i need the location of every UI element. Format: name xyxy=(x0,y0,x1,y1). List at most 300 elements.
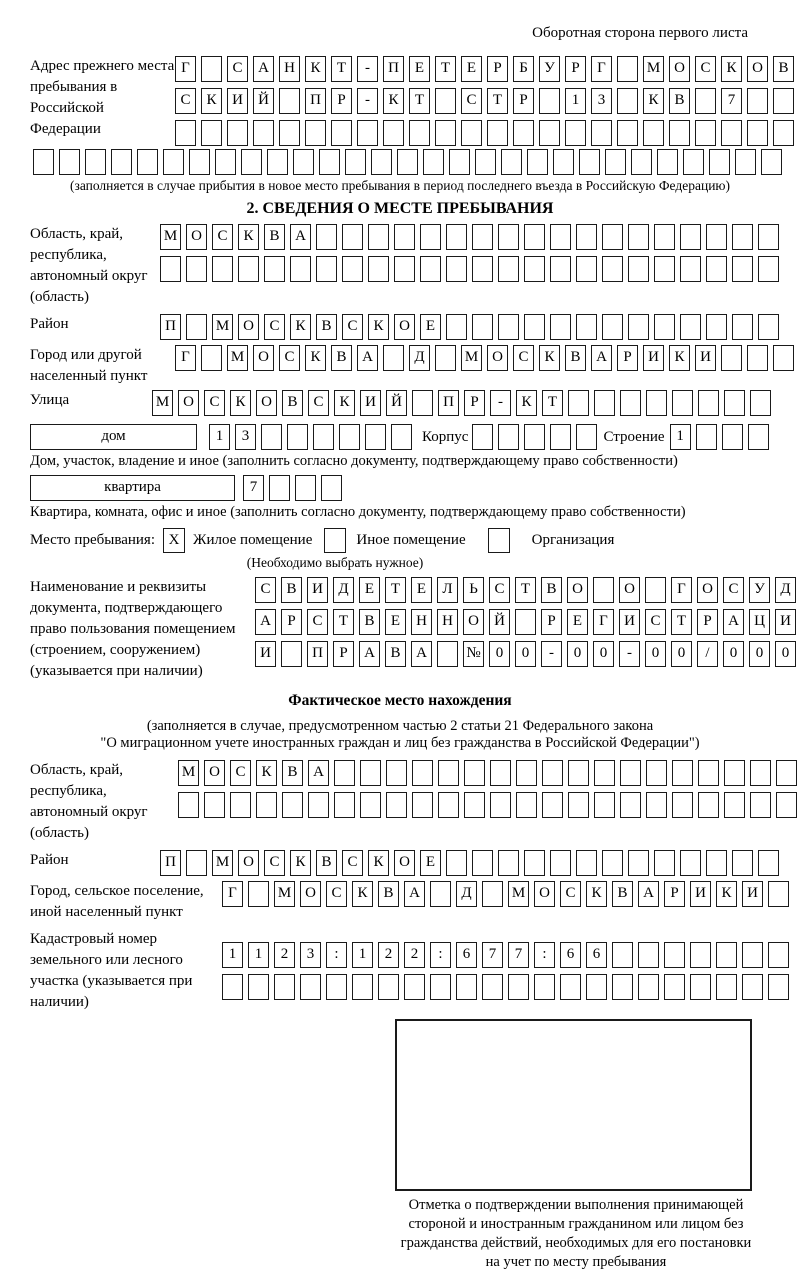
char-cell[interactable]: - xyxy=(357,88,378,114)
char-cell[interactable]: С xyxy=(461,88,482,114)
char-cell[interactable]: В xyxy=(316,850,337,876)
char-cell[interactable] xyxy=(371,149,392,175)
char-cell[interactable] xyxy=(747,88,768,114)
char-cell[interactable]: И xyxy=(643,345,664,371)
char-cell[interactable] xyxy=(560,974,581,1000)
char-cell[interactable]: С xyxy=(326,881,347,907)
char-cell[interactable] xyxy=(472,314,493,340)
checkbox-inoe-pomeshchenie[interactable] xyxy=(324,528,346,553)
char-cell[interactable]: 0 xyxy=(775,641,796,667)
char-cell[interactable]: А xyxy=(290,224,311,250)
char-cell[interactable] xyxy=(605,149,626,175)
char-cell[interactable]: К xyxy=(716,881,737,907)
char-cell[interactable]: Р xyxy=(464,390,485,416)
char-cell[interactable] xyxy=(539,120,560,146)
char-cell[interactable] xyxy=(248,881,269,907)
char-cell[interactable] xyxy=(724,760,745,786)
char-cell[interactable]: В xyxy=(669,88,690,114)
char-cell[interactable]: Т xyxy=(333,609,354,635)
char-cell[interactable] xyxy=(279,120,300,146)
char-cell[interactable] xyxy=(628,256,649,282)
char-cell[interactable] xyxy=(256,792,277,818)
char-cell[interactable] xyxy=(698,390,719,416)
char-cell[interactable]: П xyxy=(383,56,404,82)
char-cell[interactable] xyxy=(690,974,711,1000)
char-cell[interactable] xyxy=(732,224,753,250)
char-cell[interactable]: 6 xyxy=(586,942,607,968)
char-cell[interactable] xyxy=(773,88,794,114)
char-cell[interactable]: Ц xyxy=(749,609,770,635)
char-cell[interactable] xyxy=(706,314,727,340)
char-cell[interactable] xyxy=(365,424,386,450)
char-cell[interactable] xyxy=(664,974,685,1000)
char-cell[interactable] xyxy=(212,256,233,282)
char-cell[interactable] xyxy=(638,974,659,1000)
char-cell[interactable] xyxy=(248,974,269,1000)
char-cell[interactable] xyxy=(201,120,222,146)
char-cell[interactable]: А xyxy=(723,609,744,635)
char-cell[interactable] xyxy=(472,224,493,250)
char-cell[interactable] xyxy=(163,149,184,175)
char-cell[interactable] xyxy=(334,792,355,818)
char-cell[interactable]: У xyxy=(539,56,560,82)
char-cell[interactable] xyxy=(706,224,727,250)
char-cell[interactable]: Л xyxy=(437,577,458,603)
char-cell[interactable]: К xyxy=(290,314,311,340)
char-cell[interactable]: 7 xyxy=(508,942,529,968)
char-cell[interactable]: К xyxy=(238,224,259,250)
char-cell[interactable]: С xyxy=(560,881,581,907)
char-cell[interactable]: - xyxy=(541,641,562,667)
char-cell[interactable] xyxy=(487,120,508,146)
char-cell[interactable] xyxy=(524,224,545,250)
char-cell[interactable] xyxy=(339,424,360,450)
char-cell[interactable] xyxy=(334,760,355,786)
char-cell[interactable]: 2 xyxy=(274,942,295,968)
char-cell[interactable]: - xyxy=(357,56,378,82)
char-cell[interactable] xyxy=(230,792,251,818)
char-cell[interactable]: С xyxy=(307,609,328,635)
char-cell[interactable] xyxy=(568,760,589,786)
char-cell[interactable]: 6 xyxy=(456,942,477,968)
char-cell[interactable]: Р xyxy=(331,88,352,114)
char-cell[interactable]: А xyxy=(308,760,329,786)
char-cell[interactable]: В xyxy=(773,56,794,82)
char-cell[interactable]: В xyxy=(385,641,406,667)
char-cell[interactable]: Р xyxy=(541,609,562,635)
char-cell[interactable]: И xyxy=(360,390,381,416)
char-cell[interactable] xyxy=(602,256,623,282)
char-cell[interactable]: К xyxy=(305,56,326,82)
char-cell[interactable]: С xyxy=(645,609,666,635)
char-cell[interactable]: С xyxy=(308,390,329,416)
char-cell[interactable] xyxy=(698,760,719,786)
char-cell[interactable] xyxy=(690,942,711,968)
char-cell[interactable] xyxy=(435,88,456,114)
char-cell[interactable]: А xyxy=(411,641,432,667)
char-cell[interactable]: Й xyxy=(253,88,274,114)
char-cell[interactable]: О xyxy=(238,314,259,340)
char-cell[interactable] xyxy=(269,475,290,501)
char-cell[interactable] xyxy=(264,256,285,282)
char-cell[interactable]: К xyxy=(586,881,607,907)
char-cell[interactable] xyxy=(620,792,641,818)
char-cell[interactable]: С xyxy=(175,88,196,114)
char-cell[interactable] xyxy=(672,390,693,416)
char-cell[interactable] xyxy=(758,850,779,876)
checkbox-zhiloe-pomeshchenie[interactable]: X xyxy=(163,528,185,553)
char-cell[interactable]: О xyxy=(534,881,555,907)
char-cell[interactable] xyxy=(515,609,536,635)
char-cell[interactable] xyxy=(386,792,407,818)
char-cell[interactable]: Р xyxy=(333,641,354,667)
char-cell[interactable] xyxy=(565,120,586,146)
char-cell[interactable] xyxy=(553,149,574,175)
char-cell[interactable] xyxy=(435,345,456,371)
char-cell[interactable] xyxy=(748,424,769,450)
char-cell[interactable]: В xyxy=(359,609,380,635)
char-cell[interactable]: Р xyxy=(617,345,638,371)
char-cell[interactable] xyxy=(750,792,771,818)
char-cell[interactable] xyxy=(435,120,456,146)
char-cell[interactable]: Е xyxy=(411,577,432,603)
char-cell[interactable] xyxy=(732,314,753,340)
char-cell[interactable] xyxy=(430,881,451,907)
char-cell[interactable] xyxy=(437,641,458,667)
char-cell[interactable] xyxy=(352,974,373,1000)
char-cell[interactable]: В xyxy=(565,345,586,371)
char-cell[interactable] xyxy=(287,424,308,450)
char-cell[interactable] xyxy=(612,974,633,1000)
char-cell[interactable]: К xyxy=(352,881,373,907)
char-cell[interactable]: И xyxy=(742,881,763,907)
char-cell[interactable]: 0 xyxy=(671,641,692,667)
char-cell[interactable] xyxy=(404,974,425,1000)
char-cell[interactable] xyxy=(308,792,329,818)
char-cell[interactable] xyxy=(602,850,623,876)
char-cell[interactable] xyxy=(498,424,519,450)
char-cell[interactable] xyxy=(498,314,519,340)
char-cell[interactable]: В xyxy=(316,314,337,340)
char-cell[interactable]: Т xyxy=(515,577,536,603)
char-cell[interactable] xyxy=(542,792,563,818)
char-cell[interactable] xyxy=(576,314,597,340)
char-cell[interactable] xyxy=(550,424,571,450)
char-cell[interactable]: С xyxy=(695,56,716,82)
char-cell[interactable] xyxy=(550,314,571,340)
char-cell[interactable]: Г xyxy=(222,881,243,907)
char-cell[interactable] xyxy=(768,974,789,1000)
char-cell[interactable] xyxy=(568,390,589,416)
char-cell[interactable]: М xyxy=(227,345,248,371)
char-cell[interactable] xyxy=(475,149,496,175)
char-cell[interactable] xyxy=(664,942,685,968)
char-cell[interactable] xyxy=(423,149,444,175)
char-cell[interactable]: Н xyxy=(411,609,432,635)
char-cell[interactable]: Р xyxy=(513,88,534,114)
char-cell[interactable]: Г xyxy=(175,345,196,371)
char-cell[interactable] xyxy=(695,88,716,114)
char-cell[interactable]: № xyxy=(463,641,484,667)
char-cell[interactable] xyxy=(412,390,433,416)
char-cell[interactable] xyxy=(412,760,433,786)
char-cell[interactable] xyxy=(612,942,633,968)
char-cell[interactable]: К xyxy=(643,88,664,114)
char-cell[interactable] xyxy=(735,149,756,175)
char-cell[interactable] xyxy=(534,974,555,1000)
char-cell[interactable]: О xyxy=(619,577,640,603)
char-cell[interactable]: П xyxy=(160,314,181,340)
char-cell[interactable] xyxy=(542,760,563,786)
char-cell[interactable] xyxy=(204,792,225,818)
char-cell[interactable]: М xyxy=(461,345,482,371)
char-cell[interactable]: Р xyxy=(565,56,586,82)
char-cell[interactable] xyxy=(420,256,441,282)
char-cell[interactable]: Б xyxy=(513,56,534,82)
char-cell[interactable] xyxy=(758,314,779,340)
char-cell[interactable]: Т xyxy=(542,390,563,416)
char-cell[interactable] xyxy=(186,850,207,876)
char-cell[interactable] xyxy=(482,881,503,907)
char-cell[interactable]: Е xyxy=(409,56,430,82)
char-cell[interactable]: М xyxy=(178,760,199,786)
char-cell[interactable] xyxy=(464,792,485,818)
char-cell[interactable] xyxy=(776,760,797,786)
char-cell[interactable] xyxy=(669,120,690,146)
char-cell[interactable] xyxy=(680,314,701,340)
char-cell[interactable]: С xyxy=(279,345,300,371)
char-cell[interactable]: К xyxy=(305,345,326,371)
char-cell[interactable]: К xyxy=(230,390,251,416)
char-cell[interactable]: 0 xyxy=(749,641,770,667)
char-cell[interactable]: Е xyxy=(420,850,441,876)
char-cell[interactable]: 7 xyxy=(721,88,742,114)
char-cell[interactable] xyxy=(305,120,326,146)
char-cell[interactable]: Г xyxy=(591,56,612,82)
char-cell[interactable]: Т xyxy=(487,88,508,114)
char-cell[interactable] xyxy=(391,424,412,450)
char-cell[interactable] xyxy=(342,256,363,282)
char-cell[interactable]: О xyxy=(253,345,274,371)
char-cell[interactable]: В xyxy=(282,390,303,416)
char-cell[interactable] xyxy=(602,224,623,250)
char-cell[interactable] xyxy=(579,149,600,175)
char-cell[interactable] xyxy=(513,120,534,146)
char-cell[interactable] xyxy=(586,974,607,1000)
char-cell[interactable]: 3 xyxy=(591,88,612,114)
char-cell[interactable]: О xyxy=(697,577,718,603)
char-cell[interactable]: Г xyxy=(593,609,614,635)
char-cell[interactable] xyxy=(59,149,80,175)
char-cell[interactable] xyxy=(241,149,262,175)
char-cell[interactable] xyxy=(550,224,571,250)
char-cell[interactable]: И xyxy=(690,881,711,907)
char-cell[interactable]: 3 xyxy=(300,942,321,968)
char-cell[interactable] xyxy=(464,760,485,786)
char-cell[interactable]: О xyxy=(567,577,588,603)
char-cell[interactable]: Д xyxy=(775,577,796,603)
char-cell[interactable] xyxy=(215,149,236,175)
char-cell[interactable]: 2 xyxy=(404,942,425,968)
char-cell[interactable]: Д xyxy=(333,577,354,603)
char-cell[interactable]: О xyxy=(394,850,415,876)
char-cell[interactable]: К xyxy=(539,345,560,371)
char-cell[interactable]: 1 xyxy=(352,942,373,968)
char-cell[interactable]: Й xyxy=(489,609,510,635)
char-cell[interactable] xyxy=(527,149,548,175)
char-cell[interactable] xyxy=(716,942,737,968)
char-cell[interactable]: О xyxy=(747,56,768,82)
char-cell[interactable] xyxy=(768,881,789,907)
char-cell[interactable] xyxy=(602,314,623,340)
char-cell[interactable]: С xyxy=(227,56,248,82)
char-cell[interactable]: Е xyxy=(420,314,441,340)
char-cell[interactable] xyxy=(498,224,519,250)
char-cell[interactable]: К xyxy=(368,314,389,340)
char-cell[interactable] xyxy=(576,850,597,876)
char-cell[interactable]: 1 xyxy=(670,424,691,450)
char-cell[interactable]: Р xyxy=(281,609,302,635)
char-cell[interactable] xyxy=(617,56,638,82)
char-cell[interactable] xyxy=(742,974,763,1000)
char-cell[interactable] xyxy=(33,149,54,175)
char-cell[interactable]: Й xyxy=(386,390,407,416)
char-cell[interactable] xyxy=(472,424,493,450)
char-cell[interactable]: А xyxy=(253,56,274,82)
char-cell[interactable] xyxy=(386,760,407,786)
char-cell[interactable]: 1 xyxy=(222,942,243,968)
char-cell[interactable] xyxy=(238,256,259,282)
char-cell[interactable]: К xyxy=(669,345,690,371)
char-cell[interactable] xyxy=(654,850,675,876)
char-cell[interactable] xyxy=(709,149,730,175)
char-cell[interactable] xyxy=(501,149,522,175)
char-cell[interactable] xyxy=(175,120,196,146)
char-cell[interactable]: А xyxy=(638,881,659,907)
char-cell[interactable] xyxy=(742,942,763,968)
char-cell[interactable] xyxy=(394,224,415,250)
char-cell[interactable]: : xyxy=(430,942,451,968)
char-cell[interactable]: Т xyxy=(409,88,430,114)
char-cell[interactable] xyxy=(672,760,693,786)
char-cell[interactable]: А xyxy=(404,881,425,907)
char-cell[interactable] xyxy=(295,475,316,501)
char-cell[interactable] xyxy=(750,390,771,416)
char-cell[interactable]: С xyxy=(204,390,225,416)
char-cell[interactable] xyxy=(482,974,503,1000)
char-cell[interactable] xyxy=(524,850,545,876)
char-cell[interactable]: Д xyxy=(456,881,477,907)
char-cell[interactable] xyxy=(524,314,545,340)
char-cell[interactable]: 2 xyxy=(378,942,399,968)
char-cell[interactable]: О xyxy=(178,390,199,416)
char-cell[interactable]: В xyxy=(612,881,633,907)
char-cell[interactable] xyxy=(490,760,511,786)
char-cell[interactable] xyxy=(290,256,311,282)
char-cell[interactable] xyxy=(645,577,666,603)
char-cell[interactable] xyxy=(620,760,641,786)
char-cell[interactable] xyxy=(472,850,493,876)
char-cell[interactable] xyxy=(281,641,302,667)
char-cell[interactable] xyxy=(594,760,615,786)
char-cell[interactable] xyxy=(576,224,597,250)
char-cell[interactable]: 3 xyxy=(235,424,256,450)
char-cell[interactable]: 0 xyxy=(489,641,510,667)
char-cell[interactable] xyxy=(594,792,615,818)
char-cell[interactable] xyxy=(316,224,337,250)
char-cell[interactable] xyxy=(368,224,389,250)
char-cell[interactable]: 0 xyxy=(593,641,614,667)
char-cell[interactable]: П xyxy=(305,88,326,114)
char-cell[interactable]: С xyxy=(212,224,233,250)
char-cell[interactable]: В xyxy=(541,577,562,603)
char-cell[interactable] xyxy=(696,424,717,450)
char-cell[interactable] xyxy=(524,424,545,450)
char-cell[interactable] xyxy=(628,224,649,250)
char-cell[interactable]: И xyxy=(307,577,328,603)
char-cell[interactable] xyxy=(628,314,649,340)
char-cell[interactable] xyxy=(550,850,571,876)
char-cell[interactable]: С xyxy=(723,577,744,603)
char-cell[interactable]: М xyxy=(212,850,233,876)
char-cell[interactable] xyxy=(345,149,366,175)
char-cell[interactable] xyxy=(550,256,571,282)
char-cell[interactable]: И xyxy=(619,609,640,635)
char-cell[interactable] xyxy=(394,256,415,282)
char-cell[interactable] xyxy=(201,345,222,371)
char-cell[interactable] xyxy=(732,850,753,876)
char-cell[interactable] xyxy=(430,974,451,1000)
char-cell[interactable] xyxy=(274,974,295,1000)
char-cell[interactable] xyxy=(111,149,132,175)
char-cell[interactable] xyxy=(591,120,612,146)
char-cell[interactable]: Р xyxy=(697,609,718,635)
char-cell[interactable] xyxy=(438,792,459,818)
char-cell[interactable]: К xyxy=(201,88,222,114)
char-cell[interactable]: А xyxy=(359,641,380,667)
checkbox-organizatsiya[interactable] xyxy=(488,528,510,553)
char-cell[interactable]: В xyxy=(331,345,352,371)
char-cell[interactable] xyxy=(776,792,797,818)
char-cell[interactable] xyxy=(293,149,314,175)
char-cell[interactable] xyxy=(758,256,779,282)
char-cell[interactable] xyxy=(706,850,727,876)
char-cell[interactable] xyxy=(680,224,701,250)
char-cell[interactable] xyxy=(654,224,675,250)
char-cell[interactable]: Р xyxy=(664,881,685,907)
char-cell[interactable]: О xyxy=(238,850,259,876)
char-cell[interactable] xyxy=(568,792,589,818)
char-cell[interactable] xyxy=(420,224,441,250)
char-cell[interactable]: А xyxy=(255,609,276,635)
char-cell[interactable] xyxy=(594,390,615,416)
char-cell[interactable] xyxy=(331,120,352,146)
char-cell[interactable]: Т xyxy=(435,56,456,82)
char-cell[interactable]: Н xyxy=(279,56,300,82)
char-cell[interactable] xyxy=(747,120,768,146)
char-cell[interactable]: О xyxy=(300,881,321,907)
char-cell[interactable] xyxy=(773,120,794,146)
char-cell[interactable] xyxy=(222,974,243,1000)
char-cell[interactable] xyxy=(539,88,560,114)
char-cell[interactable]: С xyxy=(264,850,285,876)
char-cell[interactable]: - xyxy=(619,641,640,667)
char-cell[interactable] xyxy=(617,120,638,146)
char-cell[interactable]: У xyxy=(749,577,770,603)
char-cell[interactable]: Ь xyxy=(463,577,484,603)
char-cell[interactable]: С xyxy=(513,345,534,371)
char-cell[interactable] xyxy=(747,345,768,371)
